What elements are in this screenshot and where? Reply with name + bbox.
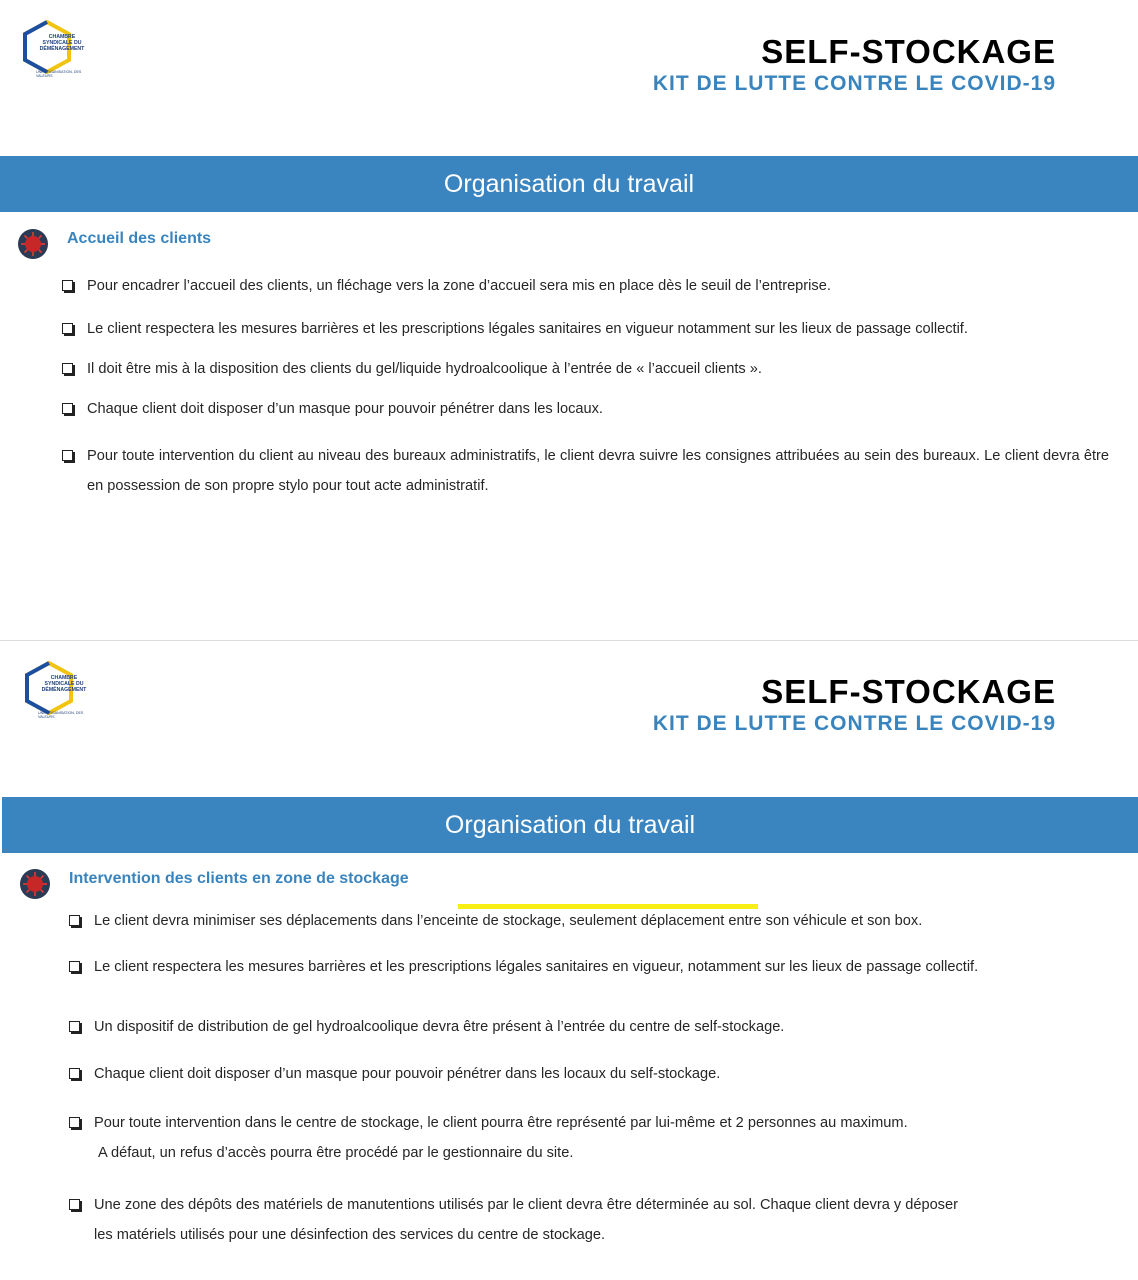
bullet-text: Le client devra minimiser ses déplacements dans l’enceinte de stockage, seulement déplacement entre son véhicule et son box.	[94, 913, 923, 929]
logo-line-3: DÉMÉNAGEMENT	[41, 687, 87, 693]
checkbox-bullet-icon	[62, 403, 73, 414]
bullet-text: Pour toute intervention dans le centre de stockage, le client pourra être représenté par lui-même et 2 personnes au maximum.	[94, 1115, 908, 1131]
logo-tagline: UNE ORGANISATION, DES VALEURS	[36, 70, 82, 78]
logo-line-2: SYNDICALE DU	[44, 681, 84, 687]
checkbox-bullet-icon	[69, 961, 80, 972]
section-banner: Organisation du travail	[0, 156, 1138, 212]
doc-title: SELF-STOCKAGE	[761, 673, 1056, 710]
doc-subtitle: KIT DE LUTTE CONTRE LE COVID-19	[652, 712, 1056, 735]
bullet-text: Le client respectera les mesures barrières et les prescriptions légales sanitaires en vigueur, notamment sur les lieux de passage collectif.	[94, 959, 979, 975]
virus-icon	[17, 228, 49, 260]
logo-line-1: CHAMBRE	[50, 675, 78, 681]
bullet-text: Un dispositif de distribution de gel hydroalcoolique devra être présent à l’entrée du centre de self-stockage.	[94, 1019, 785, 1035]
bullet-text: Une zone des dépôts des matériels de manutentions utilisés par le client devra être déterminée au sol. Chaque client devra y déposer	[94, 1197, 958, 1213]
slide-2	[2, 641, 1138, 1280]
checkbox-bullet-icon	[62, 363, 73, 374]
checkbox-bullet-icon	[69, 1068, 80, 1079]
bullet-text: Chaque client doit disposer d’un masque pour pouvoir pénétrer dans les locaux du self-stockage.	[94, 1066, 721, 1082]
logo	[24, 661, 94, 719]
virus-icon	[19, 868, 51, 900]
bullet-text: Le client respectera les mesures barrières et les prescriptions légales sanitaires en vigueur notamment sur les lieux de passage collectif.	[87, 321, 968, 337]
bullet-text-continuation: A défaut, un refus d’accès pourra être procédé par le gestionnaire du site.	[98, 1145, 574, 1161]
highlight-mark	[458, 904, 758, 909]
bullet-text: Il doit être mis à la disposition des clients du gel/liquide hydroalcoolique à l’entrée de « l’accueil clients ».	[87, 361, 762, 377]
checkbox-bullet-icon	[62, 280, 73, 291]
bullet-text: Pour toute intervention du client au niveau des bureaux administratifs, le client devra suivre les consignes attribuées au sein des bureaux. Le client devra être en possession de son propre stylo pour tout acte administratif.	[87, 448, 1109, 494]
section-title: Intervention des clients en zone de stockage	[69, 870, 409, 887]
logo-tagline: UNE ORGANISATION, DES VALEURS	[38, 711, 84, 719]
logo	[22, 20, 92, 78]
checkbox-bullet-icon	[69, 915, 80, 926]
checkbox-bullet-icon	[69, 1021, 80, 1032]
section-banner: Organisation du travail	[2, 797, 1138, 853]
checkbox-bullet-icon	[62, 323, 73, 334]
logo-line-1: CHAMBRE	[48, 34, 76, 40]
bullet-text-continuation: les matériels utilisés pour une désinfection des services du centre de stockage.	[94, 1227, 606, 1243]
checkbox-bullet-icon	[69, 1117, 80, 1128]
checkbox-bullet-icon	[69, 1199, 80, 1210]
bullet-text: Pour encadrer l’accueil des clients, un fléchage vers la zone d’accueil sera mis en place dès le seuil de l’entreprise.	[87, 278, 831, 294]
section-title: Accueil des clients	[67, 230, 212, 247]
checkbox-bullet-icon	[62, 450, 73, 461]
doc-title: SELF-STOCKAGE	[761, 33, 1056, 70]
logo-line-2: SYNDICALE DU	[42, 40, 82, 46]
bullet-text: Chaque client doit disposer d’un masque pour pouvoir pénétrer dans les locaux.	[87, 401, 603, 417]
doc-subtitle: KIT DE LUTTE CONTRE LE COVID-19	[652, 72, 1056, 95]
logo-line-3: DÉMÉNAGEMENT	[39, 46, 85, 52]
